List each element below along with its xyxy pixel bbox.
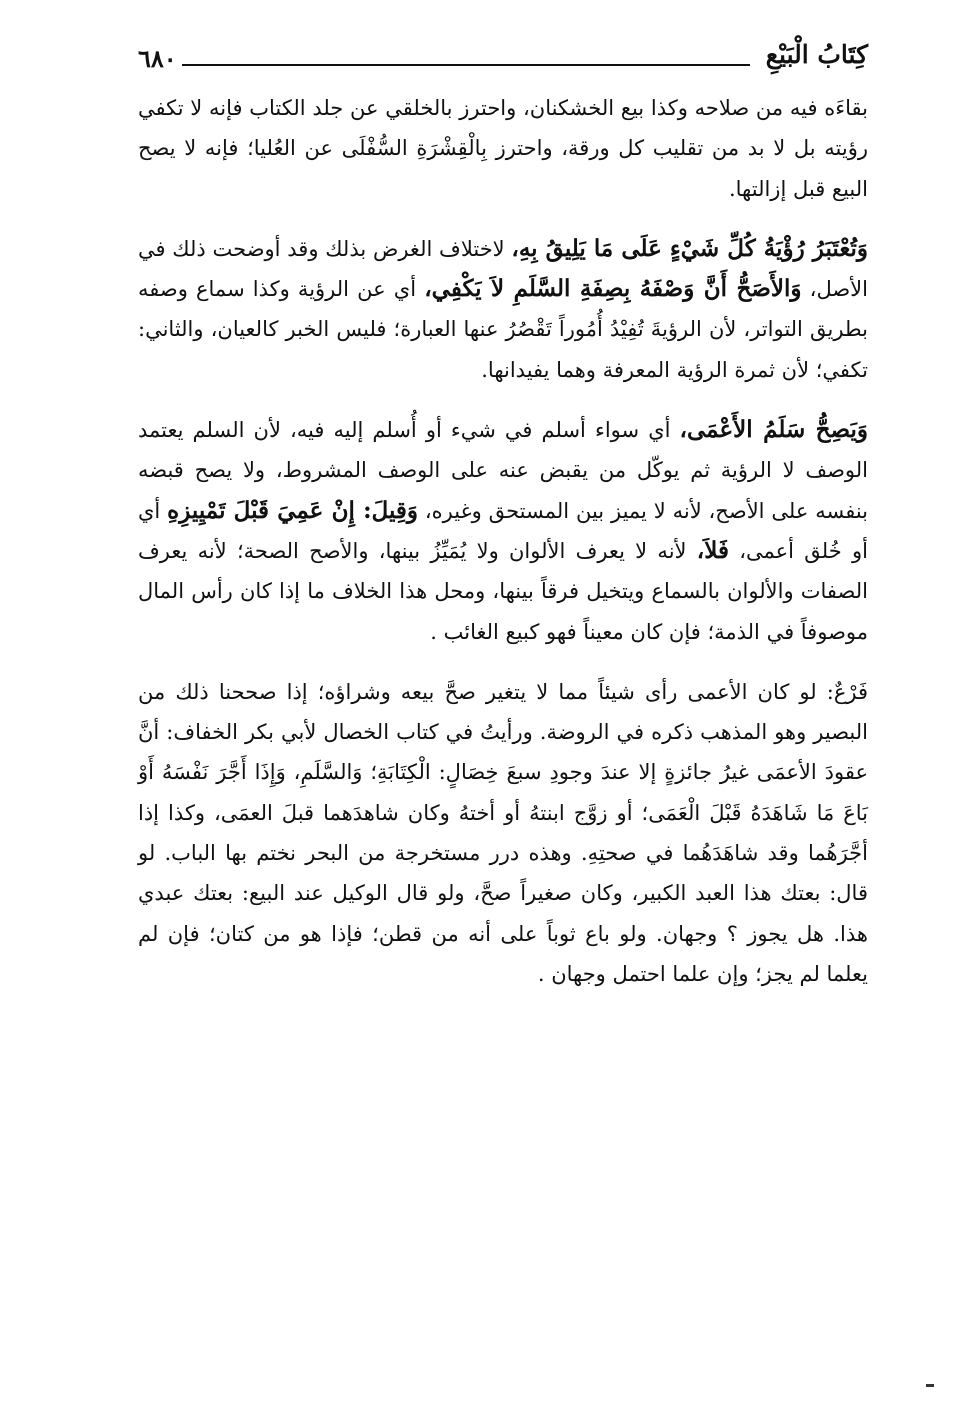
- page-header: [138, 38, 868, 78]
- matn-text: وَقِيلَ: إِنْ عَمِيَ قَبْلَ تَمْيِيزِهِ: [167, 496, 419, 524]
- matn-text: وَيَصِحُّ سَلَمُ الأَعْمَى،: [679, 416, 868, 444]
- paragraph-4: [138, 672, 868, 994]
- scan-mark: [926, 1384, 934, 1387]
- commentary-text: أي أو خُلق أعمى،: [138, 498, 868, 563]
- commentary-text: أي عن الرؤية وكذا سماع وصفه بطريق التواتر، لأن الرؤيةَ تُفِيْدُ أُمُوراً تَقْصُرُ عنها العبارة؛ فليس الخبر كالعيان، والثاني: تكفي؛ لأن ثمرة الرؤية المعرفة وهما يفيدانها.: [138, 277, 868, 382]
- commentary-text: أي سواء أسلم في شيء أو أُسلم إليه فيه، لأن السلم يعتمد الوصف لا الرؤية ثم يوكّل من يقبض عنه على الوصف المشروط، ولا يصح قبضه بنفسه على الأصح، لأنه لا يميز بين المستحق وغيره،: [138, 418, 869, 523]
- matn-text: وَتُعْتَبَرُ رُؤْيَةُ كُلِّ شَيْءٍ عَلَى مَا يَلِيقُ بِهِ،: [511, 234, 868, 262]
- matn-text: وَالأَصَحُّ أَنَّ وَصْفَهُ بِصِفَةِ السَّلَمِ لاَ يَكْفِي،: [424, 275, 802, 303]
- header-rule: [182, 64, 750, 66]
- commentary-text: فَرْعٌ: لو كان الأعمى رأى شيئاً مما لا يتغير صحَّ بيعه وشراؤه؛ إذا صححنا ذلك من البصير وهو المذهب ذكره في الروضة. ورأيتُ في كتاب الخصال لأبي بكر الخفاف: أنَّ عقودَ الأعمَى غيرُ جائزةٍ إلا عندَ وجودِ سبعَ خِصَالٍ: الْكِتَابَةِ؛ وَالسَّلَمِ، وَإِذَا أَجَّرَ نَفْسَهُ أَوْ بَاعَ مَا شَاهَدَهُ قَبْلَ الْعَمَى؛ أو زوَّج ابنتهُ أو أختهُ وكان شاهدَهما قبلَ العمَى، وكذا إذا أجَّرَهُما وقد شاهَدَهُما في صحتِهِ. وهذه درر مستخرجة من البحر نختم بها الباب. لو قال: بعتك هذا العبد الكبير، وكان صغيراً صحَّ، ولو قال الوكيل عند البيع: بعتك عبدي هذا. هل يجوز ؟ وجهان. ولو باع ثوباً على أنه من قطن؛ فإذا هو من كتان؛ فإن لم يعلما لم يجز؛ وإن علما احتمل وجهان .: [138, 679, 868, 986]
- running-title: كِتَابُ الْبَيْعِ: [765, 40, 868, 69]
- paragraph-2: [138, 229, 868, 390]
- commentary-text: لأنه لا يعرف الألوان ولا يُمَيِّزُ بينها، والأصح الصحة؛ لأنه يعرف الصفات والألوان بالسماع ويتخيل فرقاً بينها، ومحل هذا الخلاف ما إذا كان رأس المال موصوفاً في الذمة؛ فإن كان معيناً فهو كبيع الغائب .: [138, 538, 868, 644]
- page-number: ٦٨٠: [138, 44, 177, 73]
- main-text: [138, 88, 868, 1014]
- paragraph-3: [138, 410, 868, 652]
- paragraph-1: [138, 88, 868, 209]
- commentary-text: بقاءَه فيه من صلاحه وكذا بيع الخشكنان، واحترز بالخلقي عن جلد الكتاب فإنه لا تكفي رؤيته بل لا بد من تقليب كل ورقة، واحترز بِالْقِشْرَةِ السُّفْلَى عن العُليا؛ فإنه لا يصح البيع قبل إزالتها.: [138, 96, 868, 201]
- matn-text: فَلاَ،: [696, 536, 729, 564]
- commentary-text: لاختلاف الغرض بذلك وقد أوضحت ذلك في الأصل،: [138, 236, 868, 302]
